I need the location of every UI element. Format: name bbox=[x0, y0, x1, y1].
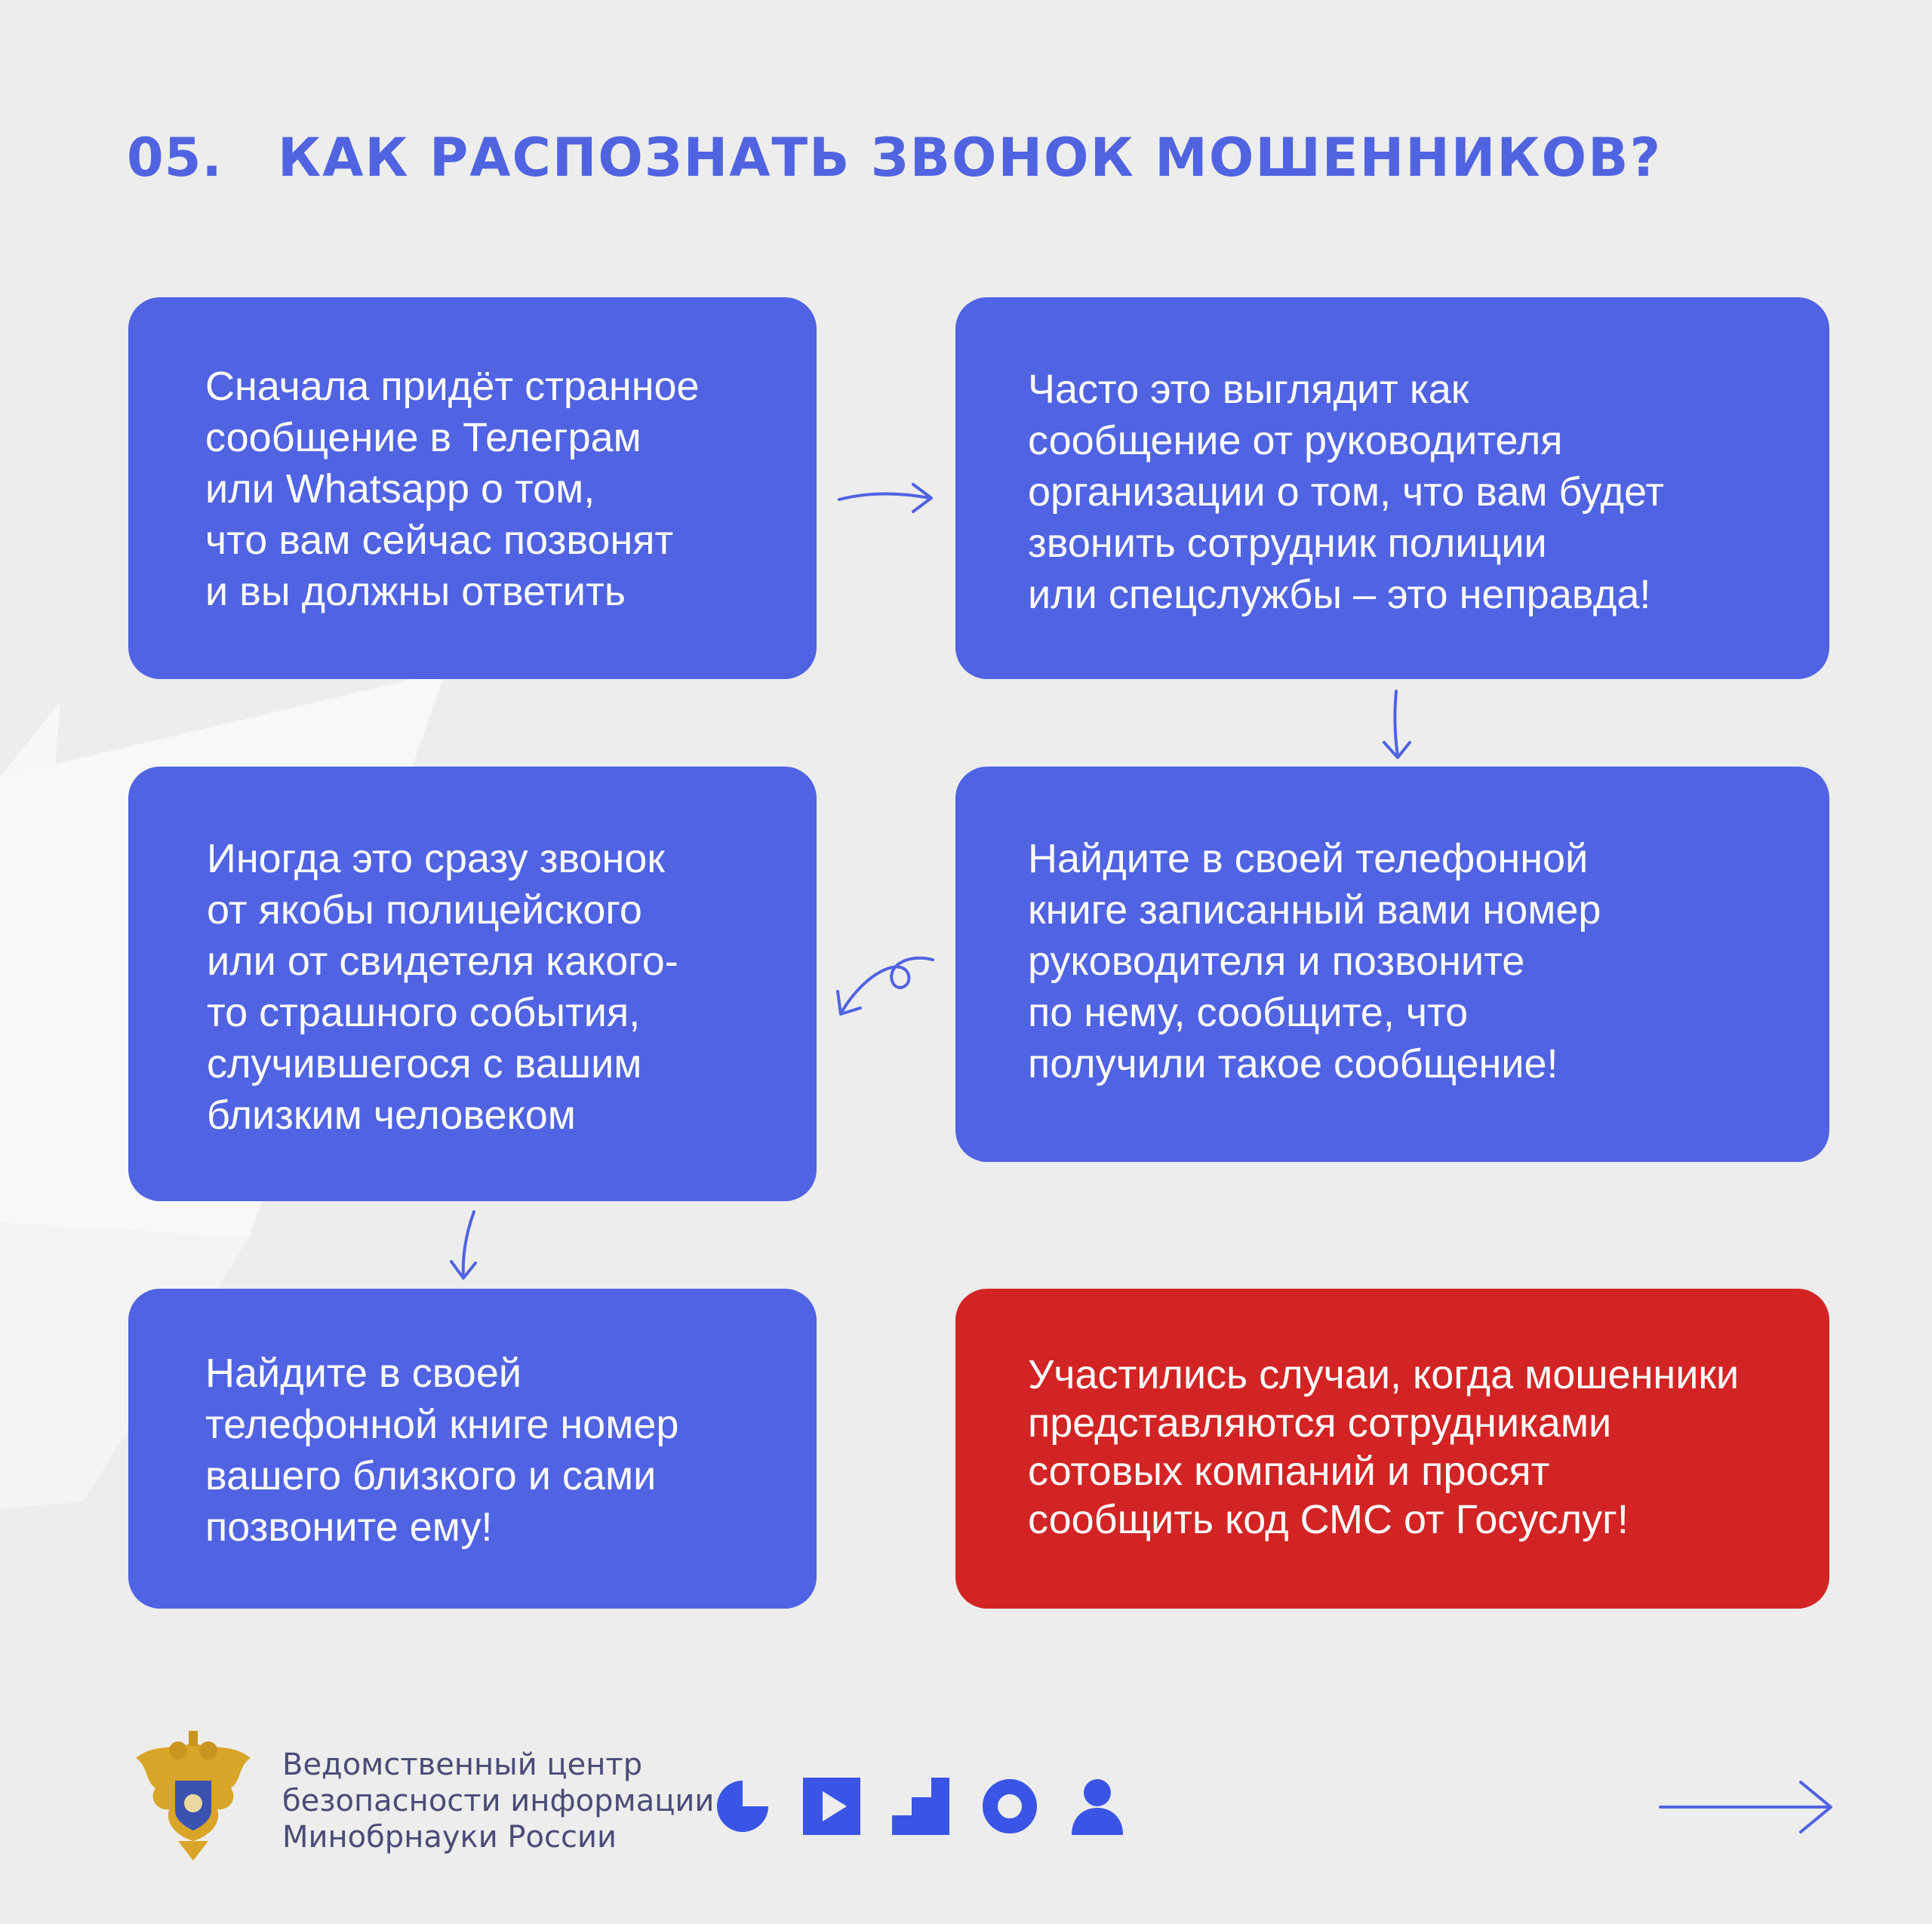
curly-arrow-left-icon bbox=[827, 943, 940, 1026]
info-card-4 bbox=[955, 767, 1829, 1162]
card-line: сотовых компаний и просят bbox=[1028, 1449, 1550, 1494]
ring-icon bbox=[981, 1778, 1038, 1835]
card-line: получили такое сообщение! bbox=[1028, 1041, 1558, 1086]
card-line: вашего близкого и сами bbox=[205, 1453, 657, 1498]
card-line: руководителя и позвоните bbox=[1028, 939, 1525, 984]
organization-line: Ведомственный центр bbox=[282, 1747, 643, 1782]
card-line: Участились случаи, когда мошенники bbox=[1028, 1352, 1740, 1397]
card-line: представляются сотрудниками bbox=[1028, 1400, 1612, 1446]
card-line: книге записанный вами номер bbox=[1028, 887, 1601, 933]
arrow-down-icon bbox=[1374, 687, 1419, 762]
card-line: сообщение в Телеграм bbox=[205, 415, 641, 460]
card-line: близким человеком bbox=[207, 1093, 576, 1138]
arrow-right-icon bbox=[835, 475, 937, 521]
info-card-1 bbox=[128, 297, 817, 679]
card-line: или от свидетеля какого- bbox=[207, 939, 678, 984]
card-line: от якобы полицейского bbox=[207, 887, 642, 933]
info-card-2 bbox=[955, 297, 1829, 679]
card-line: Найдите в своей телефонной bbox=[1028, 836, 1589, 881]
card-line: или Whatsapp о том, bbox=[205, 466, 595, 512]
card-line: Сначала придёт странное bbox=[205, 364, 700, 409]
card-line: и вы должны ответить bbox=[205, 569, 626, 614]
card-line: что вам сейчас позвонят bbox=[205, 518, 674, 563]
card-line: Найдите в своей bbox=[205, 1351, 522, 1396]
steps-icon bbox=[892, 1778, 949, 1835]
card-line: Иногда это сразу звонок bbox=[207, 836, 665, 881]
card-line: по нему, сообщите, что bbox=[1028, 990, 1469, 1035]
arrow-down-icon bbox=[438, 1207, 491, 1283]
organization-line: безопасности информации bbox=[282, 1784, 715, 1818]
play-icon bbox=[803, 1778, 860, 1835]
card-line: Часто это выглядит как bbox=[1028, 367, 1469, 412]
person-icon bbox=[1069, 1778, 1126, 1835]
card-line: случившегося с вашим bbox=[207, 1041, 642, 1086]
card-line: то страшного события, bbox=[207, 990, 641, 1035]
organization-name bbox=[282, 1747, 714, 1855]
card-line: сообщение от руководителя bbox=[1028, 418, 1563, 463]
card-line: звонить сотрудник полиции bbox=[1028, 521, 1547, 566]
card-line: или спецслужбы – это неправда! bbox=[1028, 572, 1651, 617]
card-line: телефонной книге номер bbox=[205, 1402, 679, 1447]
coat-of-arms-logo bbox=[125, 1728, 261, 1864]
card-line: позвоните ему! bbox=[205, 1504, 493, 1550]
organization-line: Минобрнауки России bbox=[282, 1820, 617, 1855]
next-arrow-icon[interactable] bbox=[1657, 1773, 1835, 1841]
alert-card bbox=[955, 1289, 1829, 1609]
page-title: КАК РАСПОЗНАТЬ ЗВОНОК МОШЕННИКОВ? bbox=[278, 127, 1663, 189]
section-number: 05. bbox=[127, 127, 223, 189]
info-card-3 bbox=[128, 767, 817, 1201]
card-line: сообщить код СМС от Госуслуг! bbox=[1028, 1497, 1629, 1542]
card-line: организации о том, что вам будет bbox=[1028, 469, 1664, 515]
pie-icon bbox=[714, 1778, 771, 1835]
info-card-5 bbox=[128, 1289, 817, 1609]
